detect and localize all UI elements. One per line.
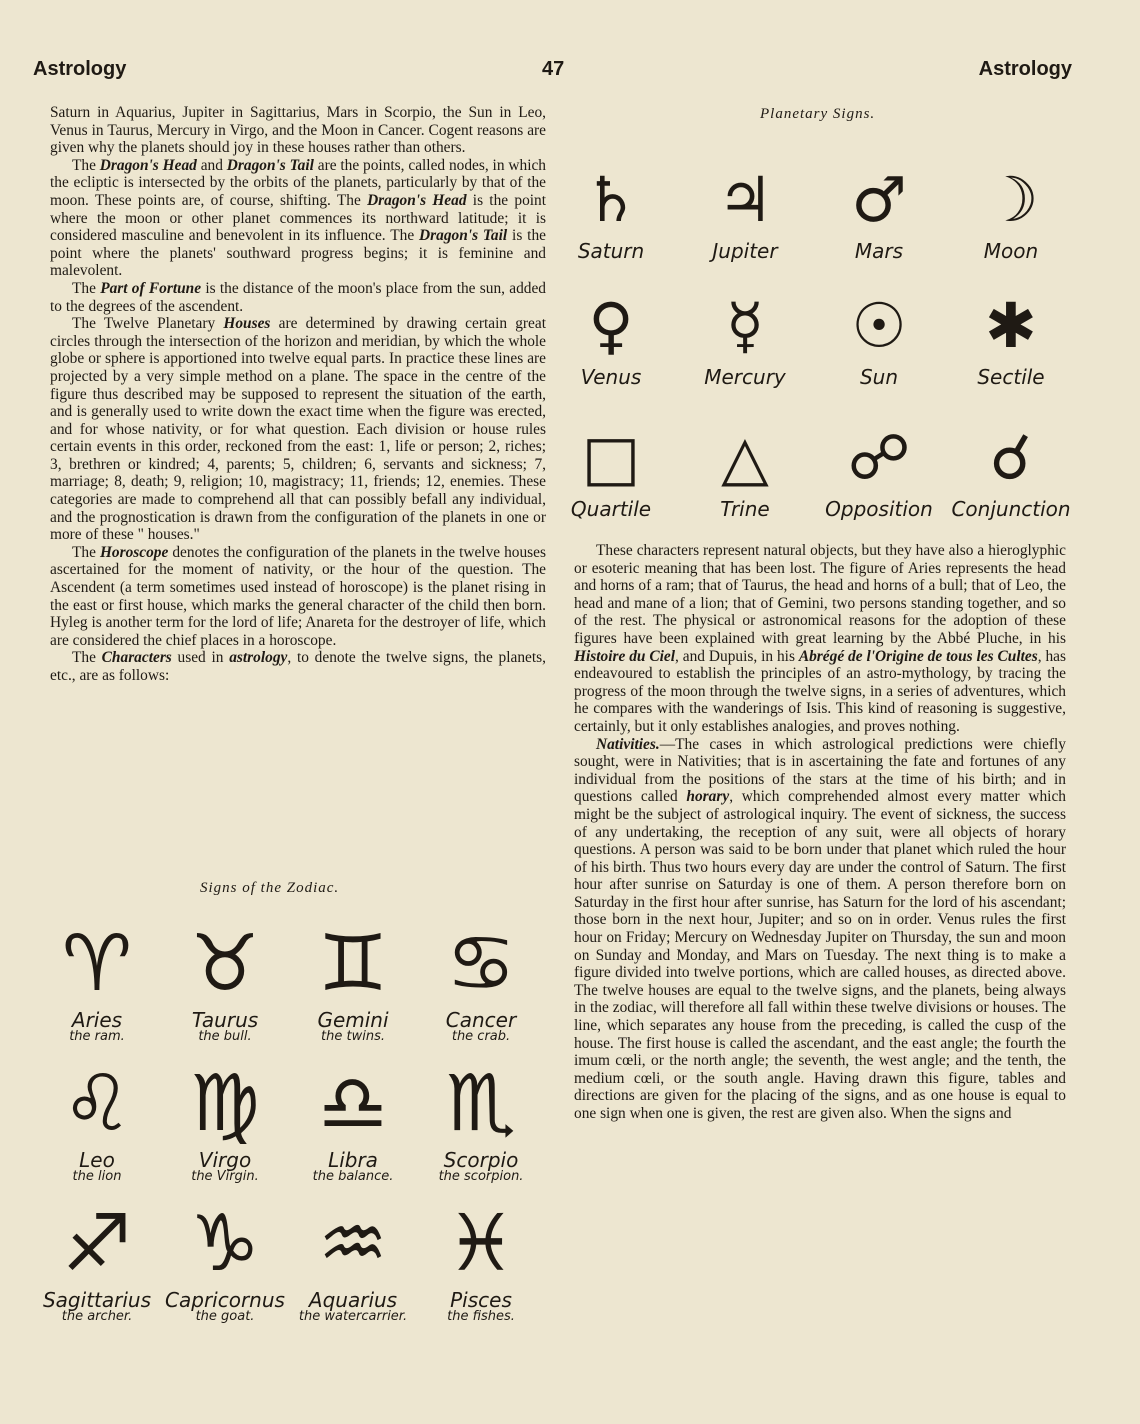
virgo-icon: ♍ — [190, 1059, 260, 1149]
planetary-sign: ♄ Saturn — [546, 160, 676, 262]
planetary-sign: ✱ Sectile — [946, 286, 1076, 388]
libra-icon: ♎ — [318, 1059, 388, 1149]
aries-icon: ♈ — [62, 919, 132, 1009]
zodiac-sign: ♎ Libra the balance. — [288, 1058, 418, 1184]
planetary-sign: ♀ Venus — [546, 286, 676, 388]
planetary-sign: ♃ Jupiter — [680, 160, 810, 262]
taurus-icon: ♉ — [190, 919, 260, 1009]
zodiac-sign: ♌ Leo the lion — [32, 1058, 162, 1184]
planetary-sign: ☌ Conjunction — [946, 418, 1076, 520]
paragraph: The Characters used in astrology, to denote the twelve signs, the planets, etc., are as follows: — [50, 649, 546, 684]
zodiac-sign: ♍ Virgo the Virgin. — [160, 1058, 290, 1184]
scorpio-icon: ♏ — [446, 1059, 516, 1149]
paragraph: The Part of Fortune is the distance of the moon's place from the sun, added to the degrees of the ascendent. — [50, 279, 546, 315]
zodiac-sign: ♊ Gemini the twins. — [288, 918, 418, 1044]
running-header — [0, 58, 1140, 88]
paragraph: Nativities.—The cases in which astrological predictions were chiefly sought, were in Nativities; that is in ascertaining the fate and fortunes of any individual from the positions of the stars at the time of his birth; and in questions called horary, which comprehended almost every matter which might be the subject of astrological inquiry. The event of sickness, the success of any undertaking, the reception of any suit, were all objects of horary questions. A person was said to be born under that planet which ruled the hour of his birth. Thus two hours every day are under the control of Saturn. The first hour after sunrise on Saturday is one of them. A person therefore born on Saturday in the first hour after sunrise, has Saturn for the lord of his ascendant; those born in the next hour, Jupiter; and so on in order. Venus rules the first hour on Friday; Mercury on Wednesday Jupiter on Thursday, the sun and moon on Sunday and Monday, and Mars on Tuesday. The next thing is to make a figure divided into twelve portions, which are called houses, as directed above. The twelve houses are equal to the twelve signs, and the planets, being always in the zodiac, will therefore all fall within these twelve divisions or houses. The line, which separates any house from the preceding, is called the cusp of the house. The first house is called the ascendant, and the east angle; the fourth the imum cœli, or the north angle; the seventh, the west angle; and the tenth, the medium cœli, or the south angle. Having drawn this figure, tables and directions are given for the placing of the signs, and as one house is equal to one sign when one is given, the rest are given also. When the signs and — [574, 735, 1066, 1122]
right-column — [574, 542, 1066, 1123]
sectile-icon: ✱ — [985, 289, 1037, 362]
page-number: 47 — [542, 58, 565, 80]
planetary-sign: □ Quartile — [546, 418, 676, 520]
trine-icon: △ — [721, 421, 769, 494]
planetary-sign: ☉ Sun — [814, 286, 944, 388]
planetary-sign: ☽ Moon — [946, 160, 1076, 262]
cancer-icon: ♋ — [446, 919, 516, 1009]
header-left-title: Astrology — [33, 58, 127, 80]
paragraph: Saturn in Aquarius, Jupiter in Sagittarius, Mars in Scorpio, the Sun in Leo, Venus in Taurus, Mercury in Virgo, and the Moon in Cancer. Cogent reasons are given why the planets should joy in these houses rather than others. — [50, 104, 546, 157]
planetary-sign: △ Trine — [680, 418, 810, 520]
planetary-caption: Planetary Signs. — [760, 106, 876, 122]
gemini-icon: ♊ — [318, 919, 388, 1009]
left-column — [50, 104, 546, 685]
zodiac-sign: ♏ Scorpio the scorpion. — [416, 1058, 546, 1184]
sagittarius-icon: ♐ — [62, 1199, 132, 1289]
moon-icon: ☽ — [983, 163, 1039, 236]
zodiac-sign: ♓ Pisces the fishes. — [416, 1198, 546, 1324]
zodiac-sign: ♑ Capricornus the goat. — [160, 1198, 290, 1324]
planetary-sign: ☍ Opposition — [814, 418, 944, 520]
planetary-sign: ☿ Mercury — [680, 286, 810, 388]
jupiter-icon: ♃ — [717, 163, 773, 236]
sun-icon: ☉ — [851, 289, 907, 362]
aquarius-icon: ♒ — [318, 1199, 388, 1289]
header-right-title: Astrology — [978, 58, 1072, 80]
zodiac-sign: ♒ Aquarius the watercarrier. — [288, 1198, 418, 1324]
paragraph: The Dragon's Head and Dragon's Tail are the points, called nodes, in which the ecliptic is intersected by the orbits of the planets, particularly by that of the moon. These points are, of course, shifting. The Dragon's Head is the point where the moon or other planet commences its northward latitude; it is considered masculine and benevolent in its influence. The Dragon's Tail is the point where the planets' southward progress begins; it is feminine and malevolent. — [50, 156, 547, 280]
paragraph: These characters represent natural objects, but they have also a hieroglyphic or esoteric meaning that has been lost. The figure of Aries represents the head and horns of a ram; that of Taurus, the head and horns of a bull; that of Leo, the head and mane of a lion; that of Gemini, two persons standing together, and so of the rest. The physical or astronomical reasons for the adoption of these figures have been explained with great learning by the Abbé Pluche, in his Histoire du Ciel, and Dupuis, in his Abrégé de l'Origine de tous les Cultes, has endeavoured to establish the principles of an astro-mythology, by tracing the progress of the moon through the twelve signs, in a series of adventures, which he compares with the wanderings of Isis. This kind of reasoning is suggestive, certainly, but it only establishes analogies, and proves nothing. — [574, 542, 1066, 735]
capricornus-icon: ♑ — [190, 1199, 260, 1289]
zodiac-sign: ♉ Taurus the bull. — [160, 918, 290, 1044]
mars-icon: ♂ — [851, 163, 907, 236]
opposition-icon: ☍ — [847, 421, 911, 494]
zodiac-sign: ♋ Cancer the crab. — [416, 918, 546, 1044]
quartile-icon: □ — [581, 421, 641, 494]
mercury-icon: ☿ — [725, 289, 765, 362]
venus-icon: ♀ — [588, 289, 634, 362]
planetary-sign: ♂ Mars — [814, 160, 944, 262]
conjunction-icon: ☌ — [990, 421, 1032, 494]
zodiac-sign: ♐ Sagittarius the archer. — [32, 1198, 162, 1324]
zodiac-sign: ♈ Aries the ram. — [32, 918, 162, 1044]
paragraph: The Twelve Planetary Houses are determined by drawing certain great circles through the intersection of the horizon and meridian, by which the whole globe or sphere is apportioned into twelve equal parts. In practice these lines are projected by a very simple method on a plane. The space in the centre of the figure thus described may be supposed to represent the situation of the earth, and is generally used to write down the exact time when the figure was erected, and for whose nativity, or for what question. Each division or house rules certain events in this order, reckoned from the east: 1, life or person; 2, riches; 3, brethren or kindred; 4, parents; 5, children; 6, servants and sickness; 7, marriage; 8, death; 9, religion; 10, magistracy; 11, friends; 12, enemies. These categories are made to comprehend all that can possibly befall any individual, and the prognostication is drawn from the configuration of the planets in one or more of these " houses." — [50, 315, 546, 544]
pisces-icon: ♓ — [446, 1199, 516, 1289]
zodiac-caption: Signs of the Zodiac. — [200, 880, 340, 896]
paragraph: The Horoscope denotes the configuration of the planets in the twelve houses ascertained for the moment of nativity, or the hour of the question. The Ascendent (a term sometimes used instead of horoscope) is the planet rising in the east or first house, which marks the general character of the child then born. Hyleg is another term for the lord of life; Anareta for the destroyer of life, which are considered the chief places in a horoscope. — [50, 543, 546, 649]
leo-icon: ♌ — [62, 1059, 132, 1149]
saturn-icon: ♄ — [583, 163, 639, 236]
